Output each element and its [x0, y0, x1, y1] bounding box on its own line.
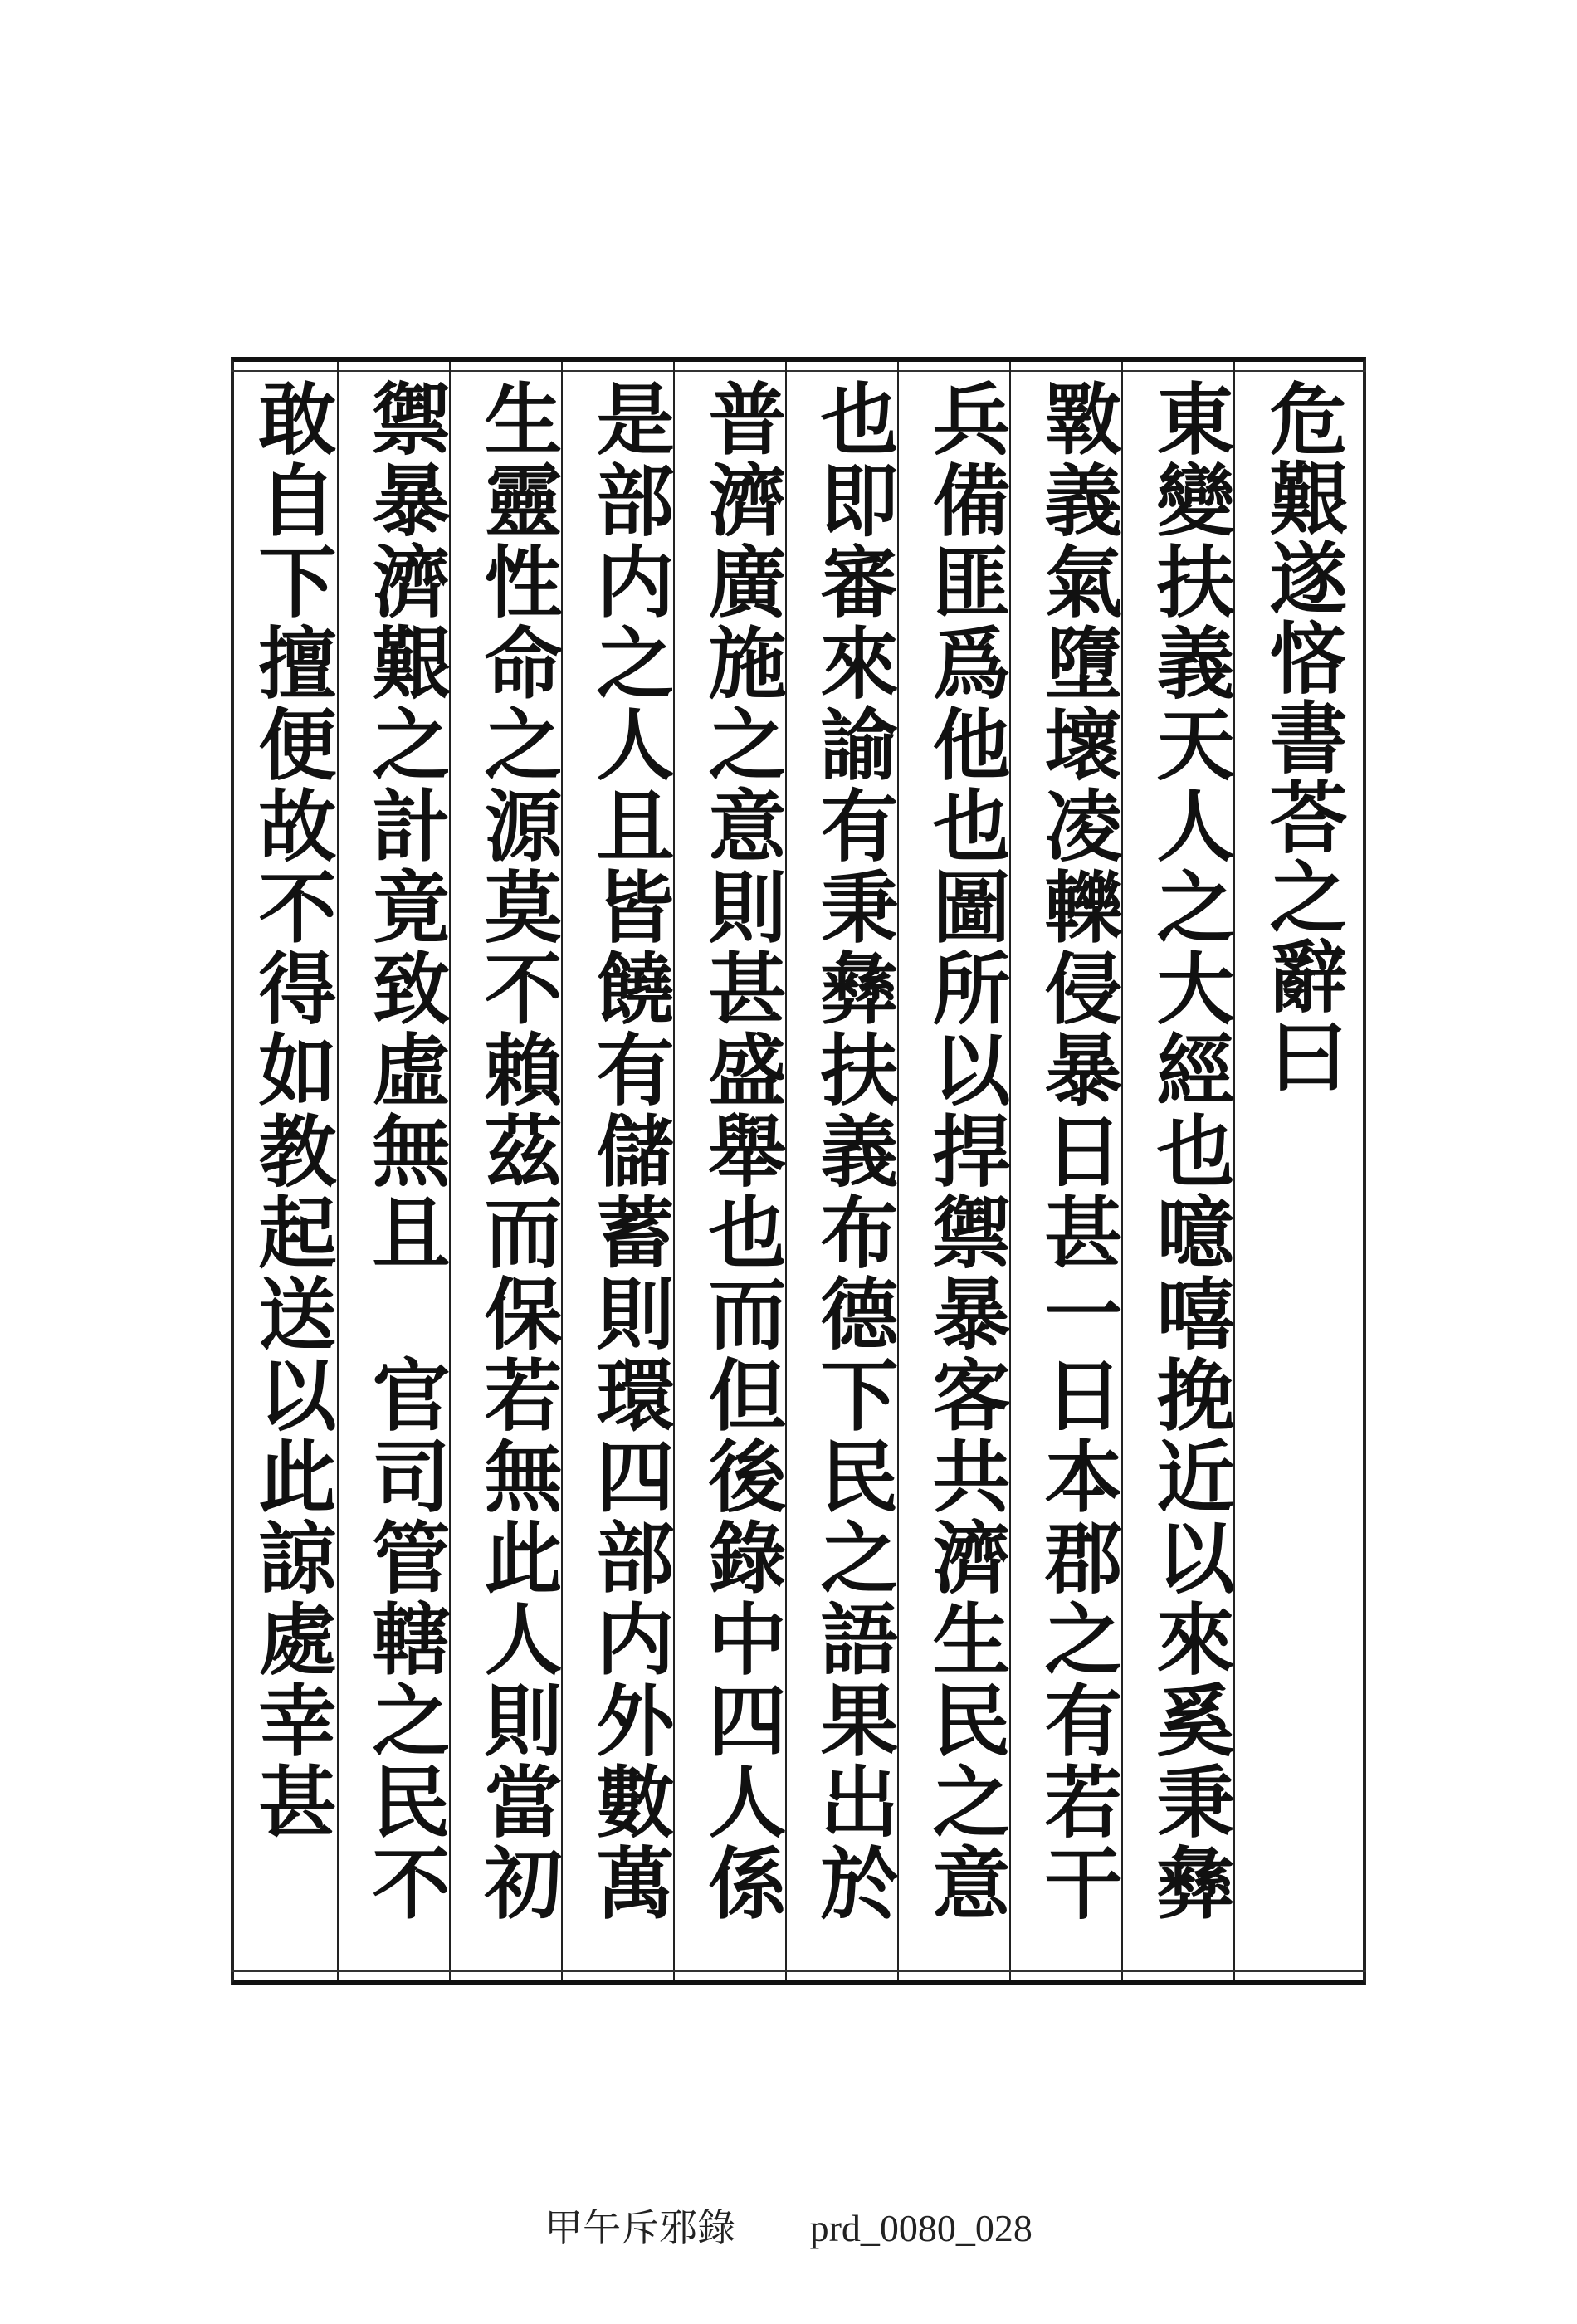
text-column-4: 兵備匪爲他也圖所以捍禦暴客共濟生民之意 [919, 378, 1010, 1924]
text-column-10: 敢自下擅便故不得如教起送以此諒處幸甚 [245, 378, 336, 1843]
text-column-5: 也即審來諭有秉彝扶義布德下民之語果出於 [807, 378, 898, 1924]
text-column-7: 是部内之人且皆饒有儲蓄則環四部内外數萬 [583, 378, 674, 1924]
text-column-8: 生靈性命之源莫不賴茲而保若無此人則當初 [471, 378, 562, 1924]
text-column-6: 普濟廣施之意則甚盛舉也而但後錄中四人係 [695, 378, 786, 1924]
page-footer [0, 2198, 1577, 2253]
text-frame [231, 357, 1366, 1985]
collection-title: 甲午斥邪錄 [544, 2207, 736, 2249]
text-column-9: 禦暴濟艱之計竟致虛無且 官司管轄之民不 [359, 378, 450, 1924]
text-column-1: 危艱遂悋書荅之辭曰 [1256, 378, 1347, 1096]
text-column-2: 東變扶義天人之大經也噫嘻挽近以來奚秉彝 [1143, 378, 1234, 1924]
page-id: prd_0080_028 [809, 2207, 1033, 2249]
text-column-3: 斁義氣墮壞凌轢侵暴日甚一日本郡之有若干 [1031, 378, 1122, 1924]
